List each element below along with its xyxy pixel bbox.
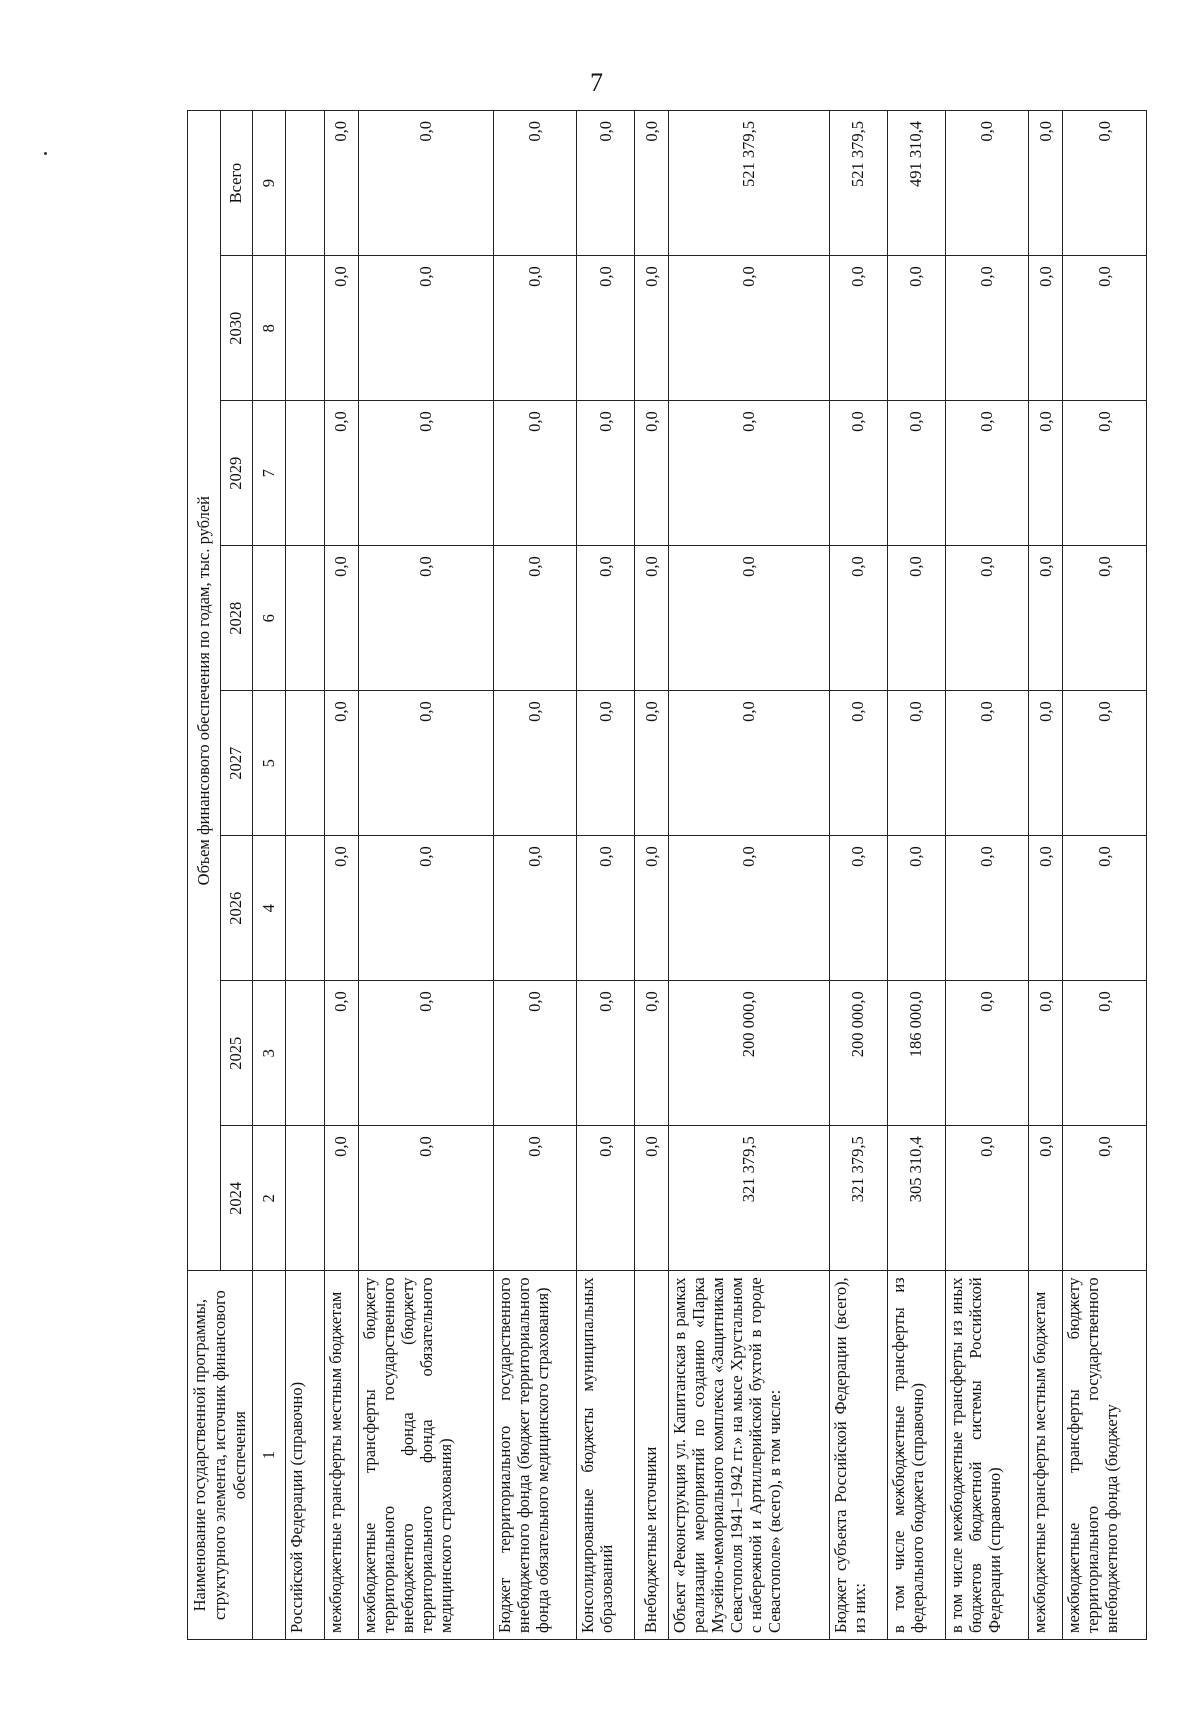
cell-value <box>286 111 325 256</box>
cell-value <box>286 691 325 836</box>
cell-value: 0,0 <box>945 981 1029 1126</box>
financing-table <box>187 110 1147 1640</box>
row-label: Бюджет субъекта Российской Федерации (всего), из них: <box>829 1271 887 1640</box>
cell-value: 0,0 <box>358 546 493 691</box>
row-label: в том числе межбюджетные трансферты из федерального бюджета (справочно) <box>887 1271 945 1640</box>
cell-value: 0,0 <box>1029 836 1063 981</box>
cell-value: 0,0 <box>493 401 577 546</box>
cell-value: 0,0 <box>635 1126 669 1271</box>
cell-value: 0,0 <box>1063 836 1147 981</box>
cell-value: 0,0 <box>945 111 1029 256</box>
year-header: 2024 <box>220 1126 253 1271</box>
cell-value: 0,0 <box>1063 546 1147 691</box>
cell-value: 0,0 <box>887 256 945 401</box>
cell-value: 0,0 <box>669 836 830 981</box>
table-row <box>669 111 830 1640</box>
cell-value: 0,0 <box>945 1126 1029 1271</box>
row-label: Объект «Реконструкция ул. Капитанская в рамках реализации мероприятий по созданию «Парка Музейно-мемориального комплекса «Защитникам Севастополя 1941–1942 гг.» на мысе Хрустальном с набережной и Артиллерийской бухтой в городе Севастополе» (всего), в том числе: <box>669 1271 830 1640</box>
name-column-header: Наименование государственной программы, структурного элемента, источник финансового обеспечения <box>188 1271 253 1640</box>
cell-value: 0,0 <box>358 256 493 401</box>
cell-value: 0,0 <box>829 256 887 401</box>
table-row <box>945 111 1029 1640</box>
cell-value: 0,0 <box>325 256 359 401</box>
cell-value: 0,0 <box>635 836 669 981</box>
total-header: Всего <box>220 111 253 256</box>
cell-value: 0,0 <box>1063 401 1147 546</box>
cell-value: 0,0 <box>635 111 669 256</box>
scan-speck <box>44 152 47 155</box>
table-row <box>887 111 945 1640</box>
cell-value: 0,0 <box>669 691 830 836</box>
cell-value: 0,0 <box>887 401 945 546</box>
cell-value: 0,0 <box>325 401 359 546</box>
column-index: 3 <box>253 981 286 1126</box>
cell-value: 0,0 <box>1029 111 1063 256</box>
cell-value <box>286 836 325 981</box>
year-header: 2025 <box>220 981 253 1126</box>
table-row <box>635 111 669 1640</box>
cell-value: 305 310,4 <box>887 1126 945 1271</box>
cell-value: 0,0 <box>1063 256 1147 401</box>
cell-value: 0,0 <box>635 546 669 691</box>
rotated-table-container <box>187 110 1132 1640</box>
cell-value: 0,0 <box>1063 1126 1147 1271</box>
cell-value: 0,0 <box>577 836 635 981</box>
cell-value <box>286 981 325 1126</box>
cell-value: 0,0 <box>493 546 577 691</box>
cell-value: 0,0 <box>358 836 493 981</box>
row-label: Консолидированные бюджеты муниципальных образований <box>577 1271 635 1640</box>
year-header: 2029 <box>220 401 253 546</box>
year-header: 2028 <box>220 546 253 691</box>
row-label: Российской Федерации (справочно) <box>286 1271 325 1640</box>
page-number: 7 <box>590 68 603 97</box>
cell-value: 521 379,5 <box>669 111 830 256</box>
table-row <box>325 111 359 1640</box>
row-label: в том числе межбюджетные трансферты из иных бюджетов бюджетной системы Российской Федерации (справочно) <box>945 1271 1029 1640</box>
cell-value: 0,0 <box>1029 256 1063 401</box>
cell-value: 0,0 <box>635 256 669 401</box>
cell-value: 0,0 <box>1029 981 1063 1126</box>
row-label: Внебюджетные источники <box>635 1271 669 1640</box>
cell-value: 0,0 <box>945 836 1029 981</box>
column-index: 2 <box>253 1126 286 1271</box>
cell-value: 0,0 <box>493 111 577 256</box>
column-index: 9 <box>253 111 286 256</box>
cell-value: 0,0 <box>358 691 493 836</box>
cell-value: 0,0 <box>1029 691 1063 836</box>
row-label: межбюджетные трансферты местным бюджетам <box>1029 1271 1063 1640</box>
cell-value: 0,0 <box>945 546 1029 691</box>
column-index: 5 <box>253 691 286 836</box>
cell-value: 0,0 <box>1063 691 1147 836</box>
cell-value: 0,0 <box>325 111 359 256</box>
cell-value: 0,0 <box>1063 111 1147 256</box>
cell-value: 0,0 <box>358 981 493 1126</box>
cell-value: 0,0 <box>669 401 830 546</box>
cell-value: 186 000,0 <box>887 981 945 1126</box>
cell-value: 0,0 <box>829 546 887 691</box>
cell-value: 0,0 <box>577 401 635 546</box>
cell-value: 0,0 <box>945 691 1029 836</box>
cell-value: 0,0 <box>325 546 359 691</box>
year-header: 2030 <box>220 256 253 401</box>
cell-value: 0,0 <box>325 981 359 1126</box>
cell-value: 0,0 <box>577 1126 635 1271</box>
cell-value: 0,0 <box>669 546 830 691</box>
cell-value: 0,0 <box>945 401 1029 546</box>
cell-value: 0,0 <box>358 111 493 256</box>
row-label: межбюджетные трансферты бюджету территориального государственного внебюджетного фонда (бюджету <box>1063 1271 1147 1640</box>
cell-value <box>286 546 325 691</box>
cell-value: 200 000,0 <box>829 981 887 1126</box>
cell-value: 0,0 <box>493 981 577 1126</box>
cell-value: 321 379,5 <box>669 1126 830 1271</box>
table-row <box>577 111 635 1640</box>
cell-value: 0,0 <box>577 256 635 401</box>
column-index: 4 <box>253 836 286 981</box>
row-label: межбюджетные трансферты местным бюджетам <box>325 1271 359 1640</box>
column-index: 1 <box>253 1271 286 1640</box>
cell-value: 0,0 <box>358 1126 493 1271</box>
cell-value: 0,0 <box>493 1126 577 1271</box>
cell-value: 0,0 <box>358 401 493 546</box>
cell-value: 0,0 <box>577 691 635 836</box>
cell-value: 0,0 <box>635 401 669 546</box>
cell-value: 0,0 <box>887 546 945 691</box>
cell-value: 0,0 <box>635 981 669 1126</box>
column-index: 6 <box>253 546 286 691</box>
volume-group-header: Объем финансового обеспечения по годам, тыс. рублей <box>188 111 221 1271</box>
cell-value: 0,0 <box>1029 401 1063 546</box>
cell-value: 0,0 <box>635 691 669 836</box>
cell-value: 0,0 <box>669 256 830 401</box>
table-row <box>286 111 325 1640</box>
cell-value: 321 379,5 <box>829 1126 887 1271</box>
index-row <box>253 111 286 1640</box>
table-row <box>358 111 493 1640</box>
row-label: Бюджет территориального государственного внебюджетного фонда (бюджет территориального фонда обязательного медицинского страхования) <box>493 1271 577 1640</box>
cell-value: 0,0 <box>325 1126 359 1271</box>
table-row <box>1029 111 1063 1640</box>
year-header: 2026 <box>220 836 253 981</box>
cell-value: 0,0 <box>325 836 359 981</box>
year-header: 2027 <box>220 691 253 836</box>
cell-value: 0,0 <box>577 981 635 1126</box>
cell-value: 200 000,0 <box>669 981 830 1126</box>
cell-value: 0,0 <box>1029 1126 1063 1271</box>
table-row <box>493 111 577 1640</box>
cell-value: 0,0 <box>829 836 887 981</box>
cell-value <box>286 256 325 401</box>
column-index: 7 <box>253 401 286 546</box>
cell-value <box>286 1126 325 1271</box>
cell-value: 521 379,5 <box>829 111 887 256</box>
column-index: 8 <box>253 256 286 401</box>
cell-value: 0,0 <box>493 256 577 401</box>
table-row <box>1063 111 1147 1640</box>
cell-value: 0,0 <box>493 691 577 836</box>
cell-value: 0,0 <box>829 691 887 836</box>
row-label: межбюджетные трансферты бюджету территориального государственного внебюджетного фонда (бюджету территориального фонда обязательного медицинского страхования) <box>358 1271 493 1640</box>
cell-value: 0,0 <box>577 111 635 256</box>
cell-value: 0,0 <box>887 836 945 981</box>
cell-value: 0,0 <box>945 256 1029 401</box>
cell-value: 0,0 <box>887 691 945 836</box>
cell-value <box>286 401 325 546</box>
cell-value: 0,0 <box>493 836 577 981</box>
table-row <box>829 111 887 1640</box>
cell-value: 491 310,4 <box>887 111 945 256</box>
cell-value: 0,0 <box>1063 981 1147 1126</box>
cell-value: 0,0 <box>829 401 887 546</box>
cell-value: 0,0 <box>1029 546 1063 691</box>
cell-value: 0,0 <box>577 546 635 691</box>
cell-value: 0,0 <box>325 691 359 836</box>
